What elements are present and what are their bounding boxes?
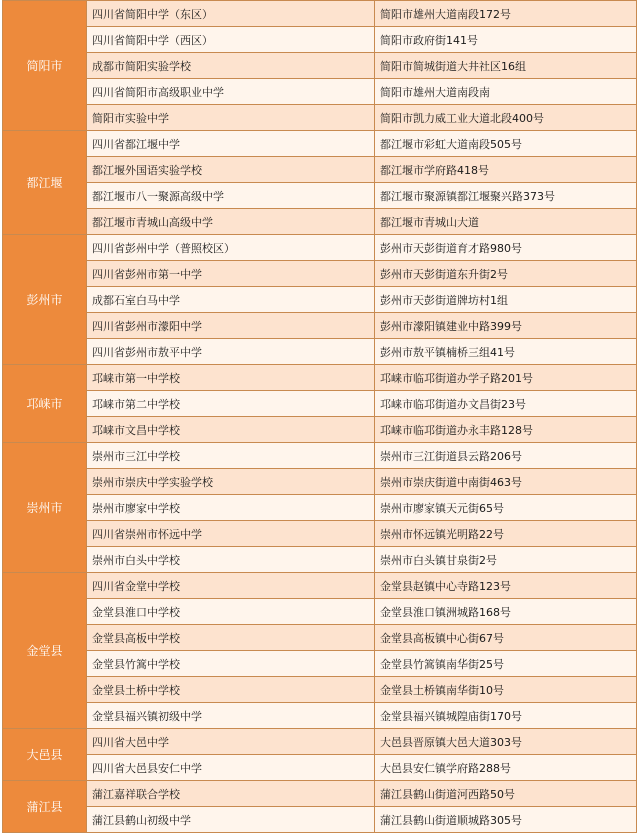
- school-address: 邛崃市临邛街道办永丰路128号: [380, 423, 533, 437]
- school-name-cell: [87, 53, 375, 79]
- address-cell: [375, 79, 637, 105]
- city-cell: 都江堰: [3, 131, 87, 235]
- address-cell: [375, 53, 637, 79]
- school-address: 都江堰市聚源镇都江堰聚兴路373号: [380, 189, 555, 203]
- city-cell: 崇州市: [3, 443, 87, 573]
- table-row: [3, 599, 637, 625]
- school-name-cell: [87, 781, 375, 807]
- address-cell: [375, 547, 637, 573]
- school-name-cell: [87, 391, 375, 417]
- school-name: 都江堰市八一聚源高级中学: [92, 189, 224, 203]
- address-cell: [375, 599, 637, 625]
- school-name: 崇州市廖家中学校: [92, 501, 180, 515]
- address-cell: [375, 729, 637, 755]
- school-name-cell: [87, 157, 375, 183]
- table-row: [3, 573, 637, 599]
- school-address: 彭州市敖平镇楠桥三组41号: [380, 345, 515, 359]
- table-row: [3, 27, 637, 53]
- city-cell: 邛崃市: [3, 365, 87, 443]
- school-name-cell: [87, 79, 375, 105]
- table-row: [3, 365, 637, 391]
- school-name: 四川省彭州市濛阳中学: [92, 319, 202, 333]
- school-address: 金堂县高板镇中心街67号: [380, 631, 504, 645]
- school-name-cell: [87, 235, 375, 261]
- table-row: [3, 417, 637, 443]
- address-cell: [375, 417, 637, 443]
- table-row: [3, 729, 637, 755]
- city-cell: 金堂县: [3, 573, 87, 729]
- school-address: 简阳市雄州大道南段南: [380, 85, 490, 99]
- school-address: 彭州市濛阳镇建业中路399号: [380, 319, 522, 333]
- school-name: 四川省崇州市怀远中学: [92, 527, 202, 541]
- school-name-cell: [87, 443, 375, 469]
- address-cell: [375, 365, 637, 391]
- address-cell: [375, 807, 637, 833]
- school-name: 四川省大邑中学: [92, 735, 169, 749]
- school-name: 四川省都江堰中学: [92, 137, 180, 151]
- school-address: 邛崃市临邛街道办学子路201号: [380, 371, 533, 385]
- school-address: 简阳市凯力威工业大道北段400号: [380, 111, 544, 125]
- school-name: 成都市简阳实验学校: [92, 59, 191, 73]
- table-row: [3, 391, 637, 417]
- address-cell: [375, 391, 637, 417]
- table-row: [3, 183, 637, 209]
- school-name: 邛崃市第一中学校: [92, 371, 180, 385]
- address-cell: [375, 287, 637, 313]
- school-name-cell: [87, 677, 375, 703]
- school-table: [2, 0, 637, 833]
- school-name: 四川省金堂中学校: [92, 579, 180, 593]
- school-name-cell: [87, 651, 375, 677]
- city-cell: 大邑县: [3, 729, 87, 781]
- table-row: [3, 209, 637, 235]
- table-row: [3, 235, 637, 261]
- school-name-cell: [87, 313, 375, 339]
- school-address: 金堂县淮口镇洲城路168号: [380, 605, 511, 619]
- school-name: 金堂县竹篙中学校: [92, 657, 180, 671]
- school-name-cell: [87, 807, 375, 833]
- school-address: 邛崃市临邛街道办文昌街23号: [380, 397, 526, 411]
- school-address: 金堂县赵镇中心寺路123号: [380, 579, 511, 593]
- school-address: 彭州市天彭街道育才路980号: [380, 241, 522, 255]
- school-name: 金堂县淮口中学校: [92, 605, 180, 619]
- school-address: 彭州市天彭街道东升街2号: [380, 267, 508, 281]
- school-address: 蒲江县鹤山街道河西路50号: [380, 787, 515, 801]
- school-address: 大邑县晋原镇大邑大道303号: [380, 735, 522, 749]
- school-name: 邛崃市文昌中学校: [92, 423, 180, 437]
- school-name-cell: [87, 183, 375, 209]
- school-address: 金堂县土桥镇南华街10号: [380, 683, 504, 697]
- school-name-cell: [87, 27, 375, 53]
- school-name: 崇州市白头中学校: [92, 553, 180, 567]
- school-address: 都江堰市彩虹大道南段505号: [380, 137, 522, 151]
- school-name-cell: [87, 729, 375, 755]
- school-name-cell: [87, 1, 375, 27]
- school-name: 四川省简阳中学（西区）: [92, 33, 213, 47]
- school-name-cell: [87, 573, 375, 599]
- table-row: [3, 547, 637, 573]
- address-cell: [375, 1, 637, 27]
- school-address: 大邑县安仁镇学府路288号: [380, 761, 511, 775]
- school-name: 邛崃市第二中学校: [92, 397, 180, 411]
- address-cell: [375, 209, 637, 235]
- school-name-cell: [87, 105, 375, 131]
- school-address: 都江堰市青城山大道: [380, 215, 479, 229]
- school-name: 金堂县土桥中学校: [92, 683, 180, 697]
- table-row: [3, 625, 637, 651]
- school-name: 蒲江县鹤山初级中学: [92, 813, 191, 827]
- address-cell: [375, 339, 637, 365]
- address-cell: [375, 157, 637, 183]
- table-row: [3, 755, 637, 781]
- address-cell: [375, 755, 637, 781]
- address-cell: [375, 235, 637, 261]
- school-name-cell: [87, 521, 375, 547]
- table-row: [3, 469, 637, 495]
- table-row: [3, 53, 637, 79]
- table-row: [3, 261, 637, 287]
- school-name: 都江堰市青城山高级中学: [92, 215, 213, 229]
- address-cell: [375, 651, 637, 677]
- school-name-cell: [87, 703, 375, 729]
- address-cell: [375, 131, 637, 157]
- table-row: [3, 703, 637, 729]
- address-cell: [375, 625, 637, 651]
- address-cell: [375, 703, 637, 729]
- school-address: 崇州市崇庆街道中南街463号: [380, 475, 522, 489]
- table-row: [3, 339, 637, 365]
- school-address: 蒲江县鹤山街道顺城路305号: [380, 813, 522, 827]
- address-cell: [375, 677, 637, 703]
- school-address: 崇州市怀远镇光明路22号: [380, 527, 504, 541]
- school-address: 崇州市廖家镇天元街65号: [380, 501, 504, 515]
- table-row: [3, 79, 637, 105]
- table-row: [3, 1, 637, 27]
- school-name-cell: [87, 365, 375, 391]
- table-row: [3, 105, 637, 131]
- table-row: [3, 781, 637, 807]
- address-cell: [375, 521, 637, 547]
- school-address: 崇州市三江街道县云路206号: [380, 449, 522, 463]
- school-address: 简阳市政府街141号: [380, 33, 478, 47]
- table-row: [3, 443, 637, 469]
- table-row: [3, 313, 637, 339]
- address-cell: [375, 261, 637, 287]
- school-name: 崇州市崇庆中学实验学校: [92, 475, 213, 489]
- address-cell: [375, 313, 637, 339]
- address-cell: [375, 183, 637, 209]
- table-row: [3, 677, 637, 703]
- school-name-cell: [87, 417, 375, 443]
- table-row: [3, 495, 637, 521]
- school-name-cell: [87, 495, 375, 521]
- school-address: 崇州市白头镇甘泉街2号: [380, 553, 497, 567]
- school-name-cell: [87, 469, 375, 495]
- school-name-cell: [87, 339, 375, 365]
- school-name: 四川省彭州市敖平中学: [92, 345, 202, 359]
- table-row: [3, 287, 637, 313]
- school-name: 简阳市实验中学: [92, 111, 169, 125]
- address-cell: [375, 469, 637, 495]
- city-cell: 简阳市: [3, 1, 87, 131]
- address-cell: [375, 443, 637, 469]
- table-row: [3, 807, 637, 833]
- school-address: 简阳市简城街道大井社区16组: [380, 59, 526, 73]
- school-address: 金堂县竹篙镇南华街25号: [380, 657, 504, 671]
- school-name-cell: [87, 599, 375, 625]
- address-cell: [375, 105, 637, 131]
- school-name: 四川省简阳市高级职业中学: [92, 85, 224, 99]
- table-row: [3, 131, 637, 157]
- school-name: 蒲江嘉祥联合学校: [92, 787, 180, 801]
- school-address: 金堂县福兴镇城隍庙街170号: [380, 709, 522, 723]
- school-name: 四川省大邑县安仁中学: [92, 761, 202, 775]
- school-name: 都江堰外国语实验学校: [92, 163, 202, 177]
- school-table-body: [3, 1, 637, 833]
- city-cell: 蒲江县: [3, 781, 87, 833]
- school-address: 简阳市雄州大道南段172号: [380, 7, 511, 21]
- address-cell: [375, 495, 637, 521]
- school-address: 都江堰市学府路418号: [380, 163, 489, 177]
- city-cell: 彭州市: [3, 235, 87, 365]
- school-name-cell: [87, 209, 375, 235]
- address-cell: [375, 781, 637, 807]
- school-name: 金堂县福兴镇初级中学: [92, 709, 202, 723]
- school-name-cell: [87, 131, 375, 157]
- table-row: [3, 157, 637, 183]
- school-name-cell: [87, 625, 375, 651]
- school-name-cell: [87, 261, 375, 287]
- school-name: 金堂县高板中学校: [92, 631, 180, 645]
- table-row: [3, 521, 637, 547]
- school-name-cell: [87, 547, 375, 573]
- school-name: 成都石室白马中学: [92, 293, 180, 307]
- school-address: 彭州市天彭街道牌坊村1组: [380, 293, 508, 307]
- school-name-cell: [87, 755, 375, 781]
- address-cell: [375, 27, 637, 53]
- address-cell: [375, 573, 637, 599]
- school-name-cell: [87, 287, 375, 313]
- school-name: 四川省彭州中学（普照校区）: [92, 241, 235, 255]
- school-name: 四川省简阳中学（东区）: [92, 7, 213, 21]
- school-name: 崇州市三江中学校: [92, 449, 180, 463]
- table-row: [3, 651, 637, 677]
- school-name: 四川省彭州市第一中学: [92, 267, 202, 281]
